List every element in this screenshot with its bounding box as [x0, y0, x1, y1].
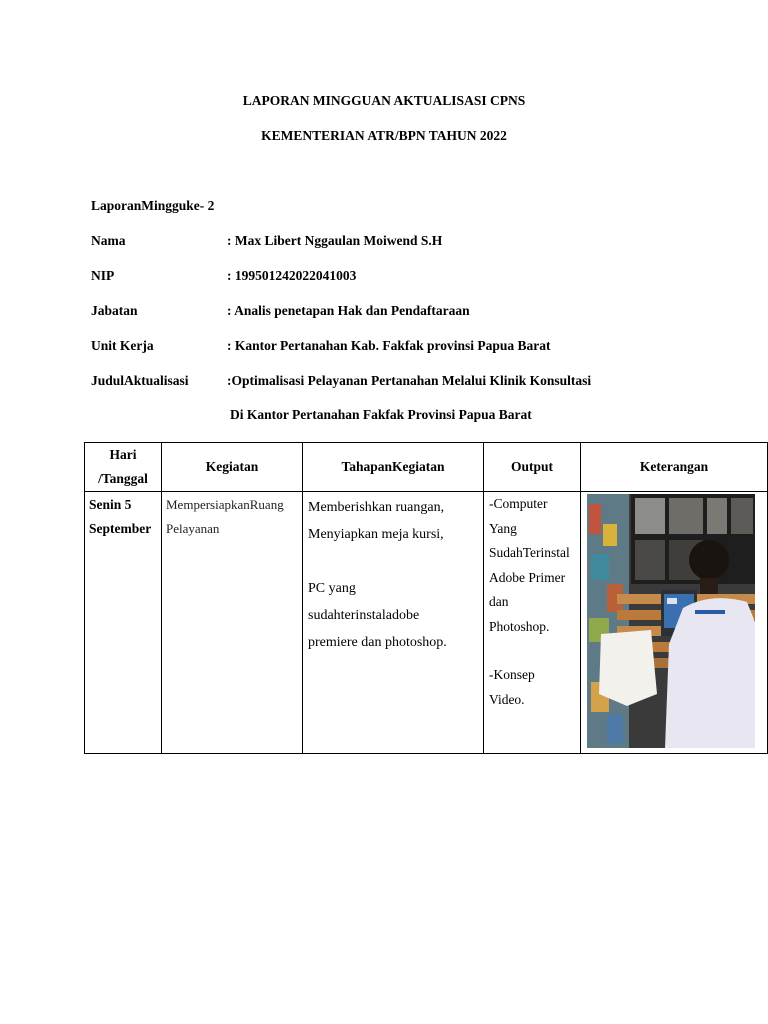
tahapan-spacer: [308, 548, 483, 575]
header-hari-tanggal-text: Hari /Tanggal: [98, 447, 148, 486]
tahapan-text-1: Memberishkan ruangan, Menyiapkan meja kursi,: [308, 500, 445, 542]
table-header-row: [85, 443, 768, 492]
table-row: [85, 492, 768, 754]
header-tahapan-kegiatan: TahapanKegiatan: [303, 443, 484, 492]
cell-date: [85, 492, 162, 754]
meta-value-unit-kerja: : Kantor Pertanahan Kab. Fakfak provinsi Papua Barat: [227, 338, 551, 353]
output-text-2: -Konsep Video.: [489, 667, 535, 707]
activity-photo: [587, 494, 755, 748]
title-line-1: LAPORAN MINGGUAN AKTUALISASI CPNS: [242, 93, 526, 108]
meta-label-nip: NIP: [91, 268, 115, 283]
meta-value-nama: : Max Libert Nggaulan Moiwend S.H: [227, 233, 443, 248]
activity-table: [84, 442, 768, 754]
meta-label-unit-kerja: Unit Kerja: [91, 338, 154, 353]
cell-keterangan: [581, 492, 768, 754]
title-line-2: KEMENTERIAN ATR/BPN TAHUN 2022: [261, 128, 507, 143]
output-text-1: -Computer Yang SudahTerinstal Adobe Primer dan Photoshop.: [489, 496, 570, 634]
header-keterangan: Keterangan: [581, 443, 768, 492]
meta-label-nama: Nama: [91, 233, 126, 248]
header-output: Output: [484, 443, 581, 492]
header-hari-tanggal: [85, 443, 162, 492]
cell-tahapan: [303, 492, 484, 754]
meta-label-jabatan: Jabatan: [91, 303, 138, 318]
kegiatan-text: MempersiapkanRuang Pelayanan: [166, 497, 284, 536]
meta-value-judul-continued: Di Kantor Pertanahan Fakfak Provinsi Papua Barat: [230, 407, 532, 422]
date-text: Senin 5 September: [89, 497, 152, 536]
header-kegiatan: Kegiatan: [162, 443, 303, 492]
cell-kegiatan: [162, 492, 303, 754]
meta-label-judul: JudulAktualisasi: [91, 373, 189, 388]
report-week: LaporanMingguke- 2: [91, 198, 215, 213]
meta-value-judul: :Optimalisasi Pelayanan Pertanahan Melalui Klinik Konsultasi: [227, 373, 592, 388]
output-spacer: [489, 639, 580, 663]
meta-value-jabatan: : Analis penetapan Hak dan Pendaftaraan: [227, 303, 470, 318]
meta-value-nip: : 199501242022041003: [227, 268, 357, 283]
tahapan-text-2: PC yang sudahterinstaladobe premiere dan photoshop.: [308, 581, 447, 650]
cell-output: [484, 492, 581, 754]
